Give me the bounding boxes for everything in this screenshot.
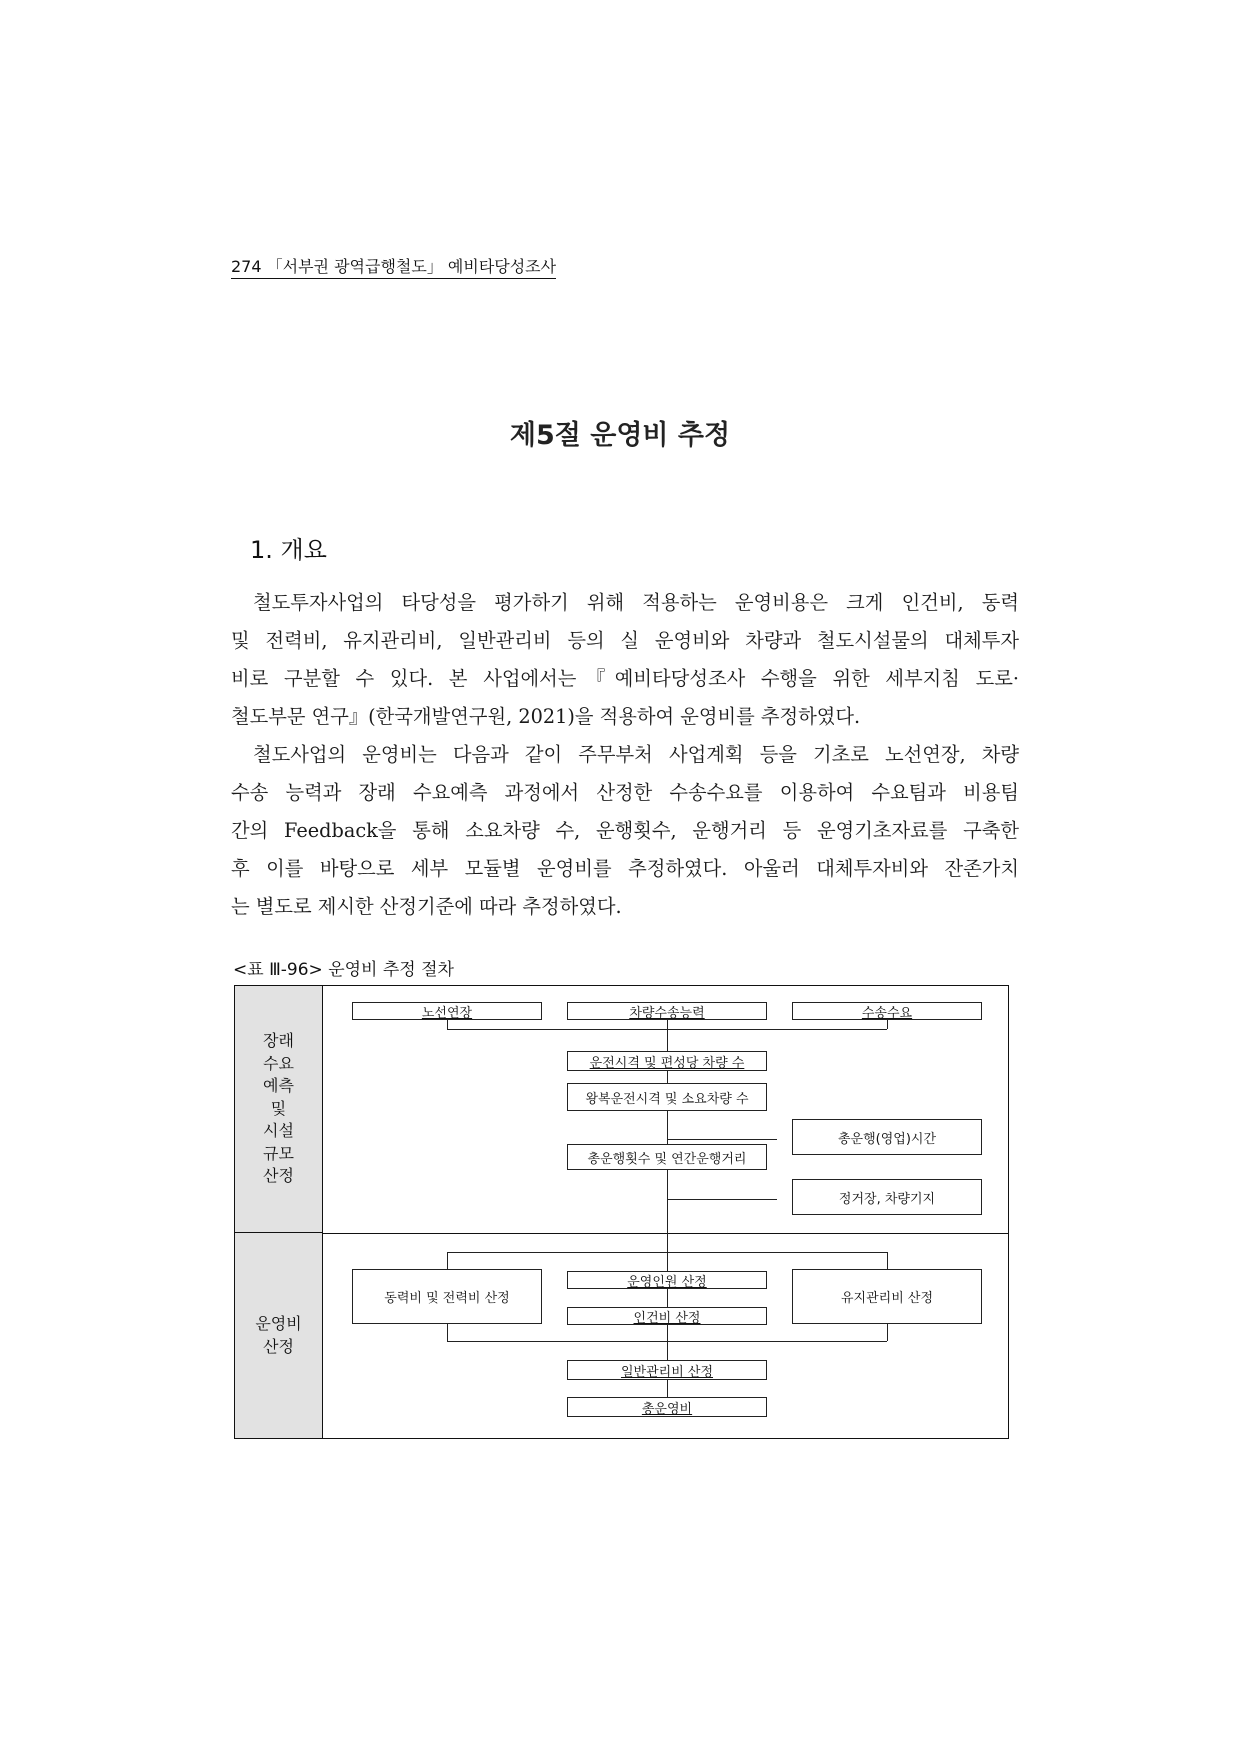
node-label: 운영인원 산정 <box>627 1274 707 1290</box>
node-label: 총운행횟수 및 연간운행거리 <box>587 1151 747 1167</box>
node-label: 정거장, 차량기지 <box>838 1191 936 1207</box>
node-label: 총운영비 <box>641 1401 693 1417</box>
row-divider <box>323 1233 1008 1234</box>
paragraph-overview-1 <box>231 584 1019 736</box>
paragraph-line: 비로 구분할 수 있다. 본 사업에서는『예비타당성조사 수행을 위한 세부지침 도로· <box>231 667 1019 690</box>
node-label: 동력비 및 전력비 산정 <box>384 1291 510 1306</box>
node-total-trips-distance <box>567 1144 767 1170</box>
connector <box>447 1252 448 1269</box>
node-label: 인건비 산정 <box>633 1310 701 1326</box>
connector <box>667 1139 777 1140</box>
node-transport-demand <box>792 1002 982 1020</box>
node-roundtrip-time <box>567 1083 767 1111</box>
node-label: 운전시격 및 편성당 차량 수 <box>589 1055 745 1071</box>
row-label-text: 운영비 산정 <box>255 1314 302 1356</box>
connector <box>447 1341 887 1342</box>
node-label: 유지관리비 산정 <box>840 1291 934 1306</box>
node-vehicle-capacity <box>567 1002 767 1020</box>
paragraph-line: 철도사업의 운영비는 다음과 같이 주무부처 사업계획 등을 기초로 노선연장, 차량 <box>253 743 1019 766</box>
node-stations-depot <box>792 1179 982 1215</box>
node-label: 일반관리비 산정 <box>620 1364 714 1380</box>
paragraph-line: 는 별도로 제시한 산정기준에 따라 추정하였다. <box>231 895 622 918</box>
subsection-title: 1. 개요 <box>250 536 327 564</box>
row-label-text: 장래 수요 예측 및 시설 규모 산정 <box>263 1031 294 1186</box>
node-power-cost <box>352 1269 542 1324</box>
section-title: 제5절 운영비 추정 <box>509 420 731 451</box>
running-header: 274 「서부권 광역급행철도」 예비타당성조사 <box>231 254 556 279</box>
operating-cost-procedure-table <box>234 985 1009 1439</box>
connector <box>447 1324 448 1341</box>
connector <box>887 1252 888 1269</box>
paragraph-overview-2 <box>231 736 1019 926</box>
paragraph-line: 및 전력비, 유지관리비, 일반관리비 등의 실 운영비와 차량과 철도시설물의 대체투자 <box>231 629 1019 652</box>
paragraph-line: 간의 Feedback을 통해 소요차량 수, 운행횟수, 운행거리 등 운영기초자료를 구축한 <box>231 819 1019 842</box>
node-label: 노선연장 <box>421 1005 473 1021</box>
connector <box>887 1324 888 1341</box>
node-maintenance-cost <box>792 1269 982 1324</box>
table-caption: <표 Ⅲ-96> 운영비 추정 절차 <box>233 960 454 980</box>
node-headway-trains <box>567 1051 767 1071</box>
row-label-operating-cost <box>235 1233 323 1438</box>
connector <box>667 1199 777 1200</box>
node-label: 차량수송능력 <box>629 1005 705 1021</box>
paragraph-line: 철도투자사업의 타당성을 평가하기 위해 적용하는 운영비용은 크게 인건비, 동력 <box>253 591 1019 614</box>
node-total-operating-cost <box>567 1397 767 1417</box>
paragraph-line: 수송 능력과 장래 수요예측 과정에서 산정한 수송수요를 이용하여 수요팀과 비용팀 <box>231 781 1019 804</box>
paragraph-line: 후 이를 바탕으로 세부 모듈별 운영비를 추정하였다. 아울러 대체투자비와 잔존가치 <box>231 857 1019 880</box>
node-route-length <box>352 1002 542 1020</box>
paragraph-line: 철도부문 연구』(한국개발연구원, 2021)을 적용하여 운영비를 추정하였다. <box>231 705 861 728</box>
node-general-admin-cost <box>567 1360 767 1380</box>
row-label-demand-facility <box>235 986 323 1233</box>
node-label: 총운행(영업)시간 <box>837 1131 937 1147</box>
node-label: 수송수요 <box>861 1005 913 1021</box>
node-label: 왕복운전시격 및 소요차량 수 <box>585 1091 749 1107</box>
node-total-operating-time <box>792 1119 982 1155</box>
node-labor-cost <box>567 1307 767 1325</box>
node-operating-staff <box>567 1271 767 1289</box>
connector <box>447 1252 887 1253</box>
